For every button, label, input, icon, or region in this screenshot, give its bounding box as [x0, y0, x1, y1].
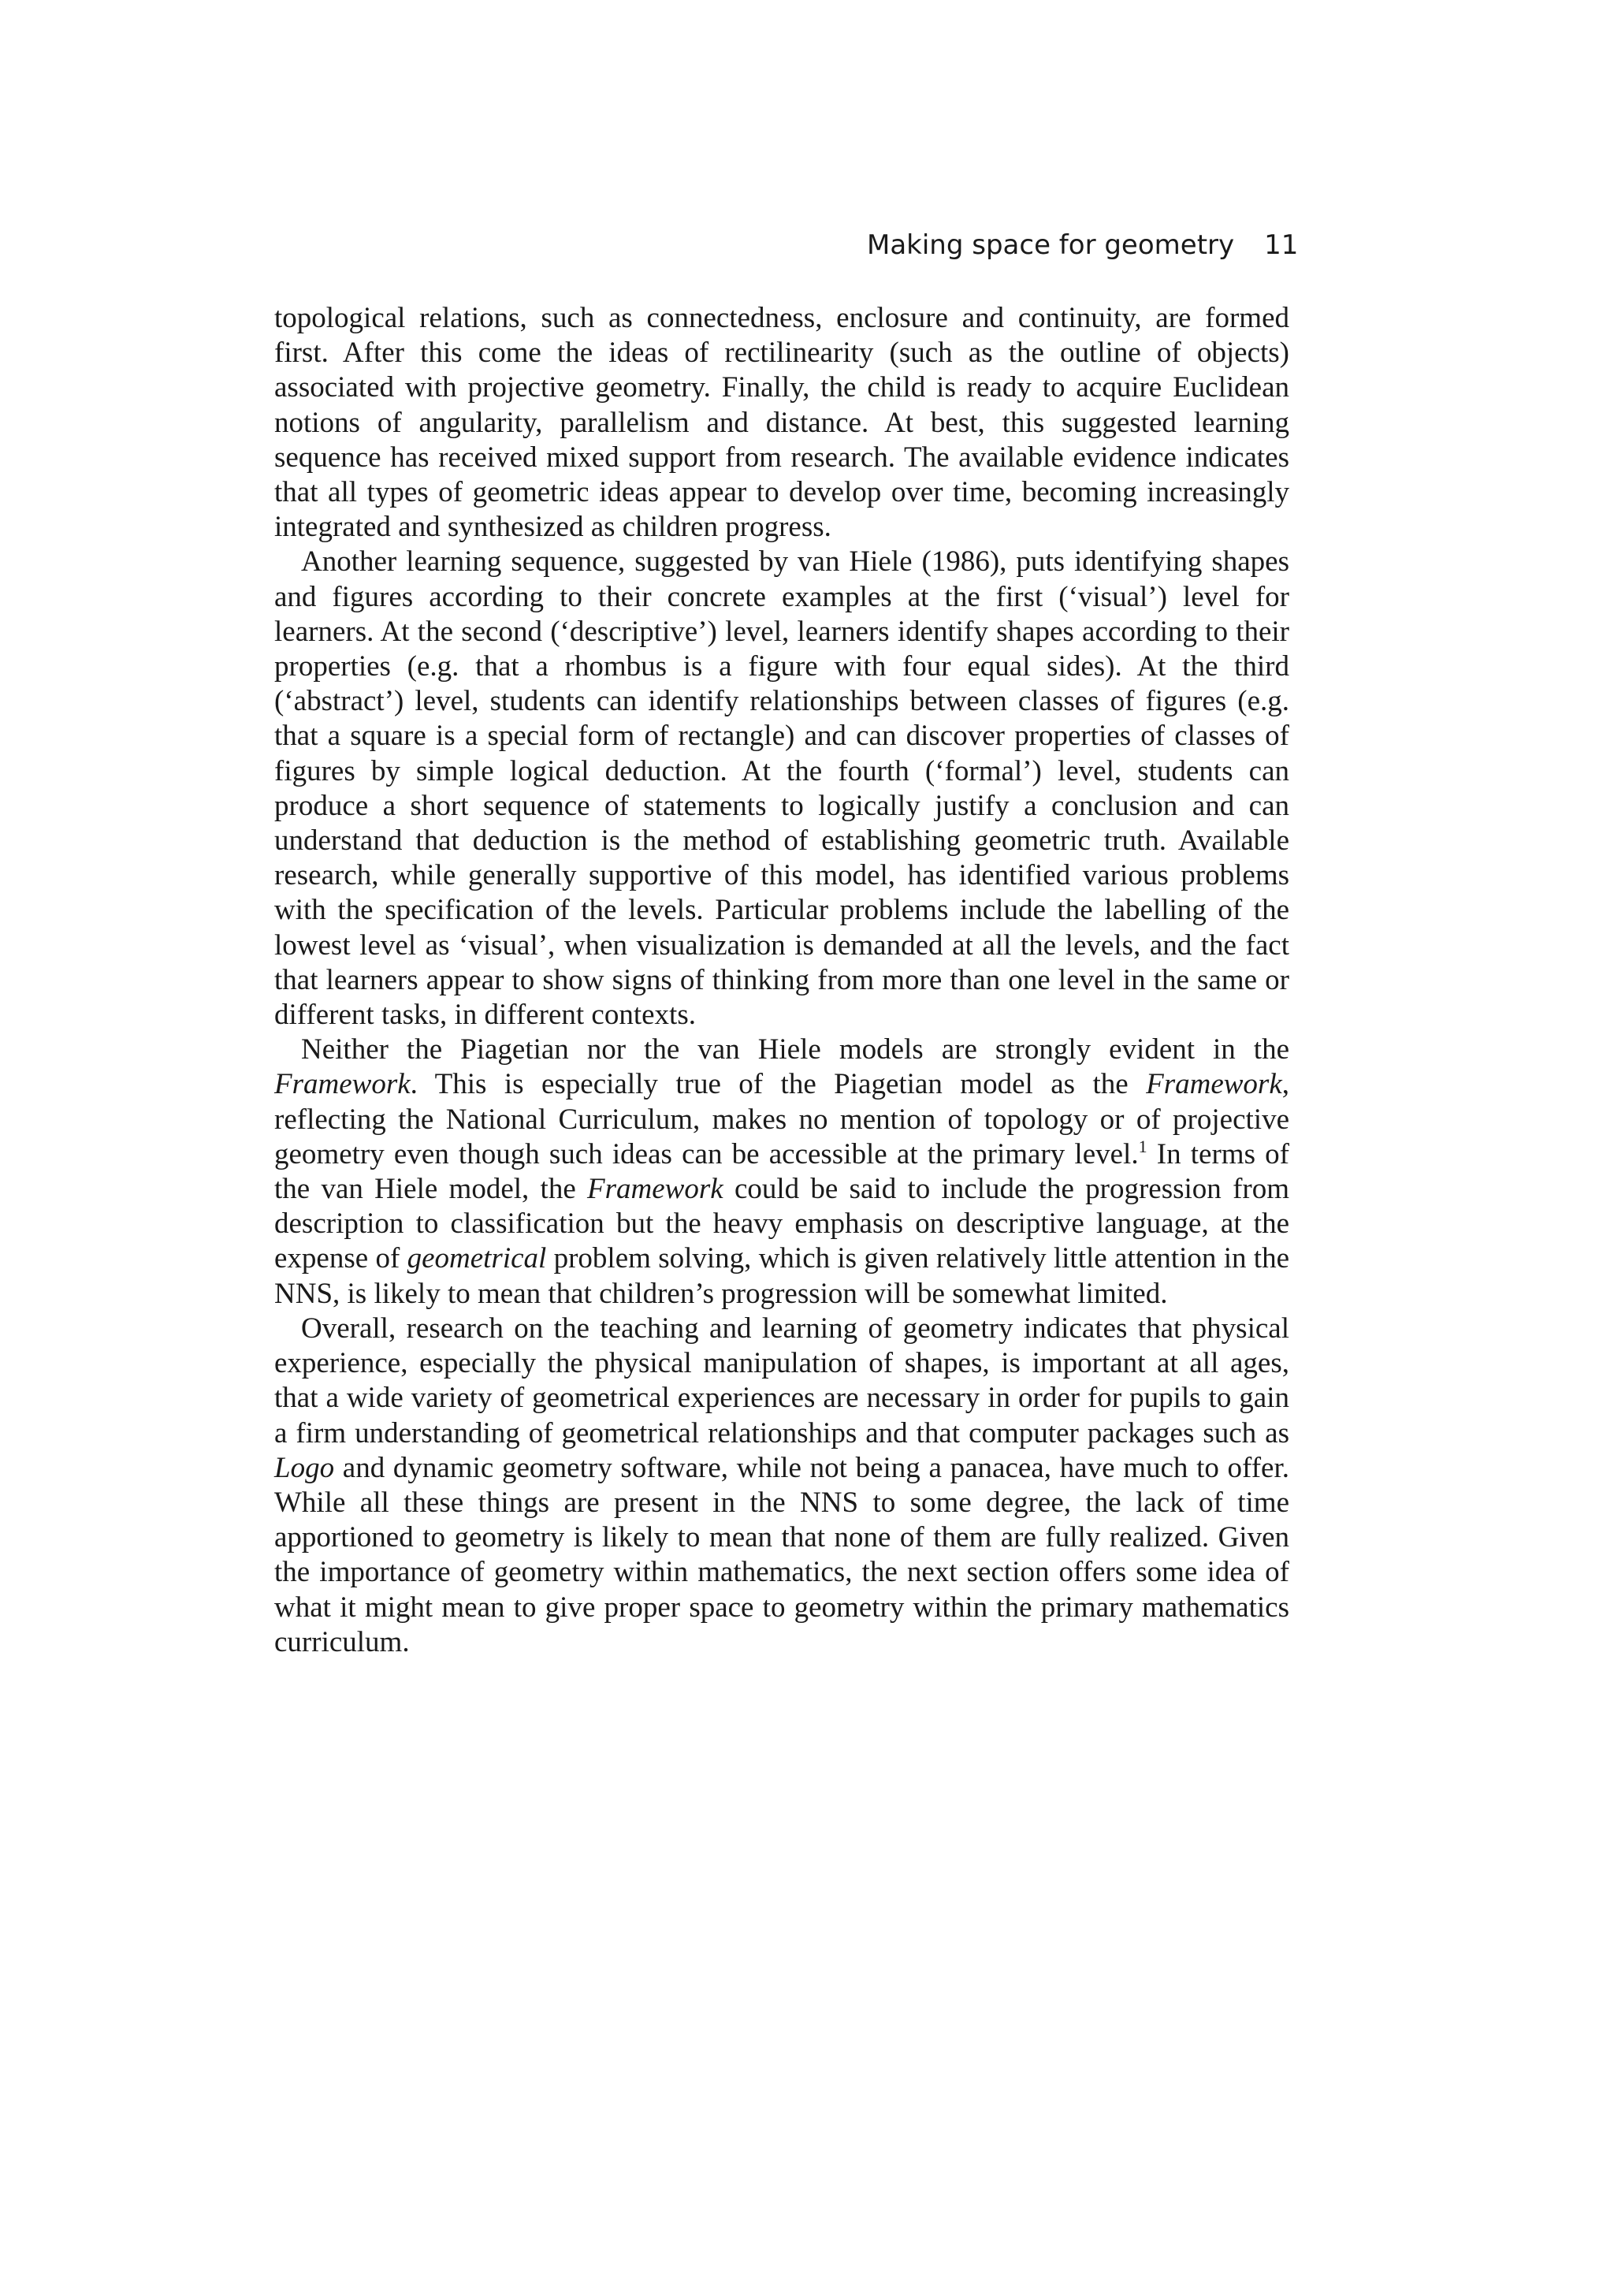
paragraph-4-text: Overall, research on the teaching and learning of geometry indicates that physical experience, especially the physical manipulation of shapes, is important at all ages, that a wide variety of geometrical experiences are necessary in order for pupils to gain a firm understanding of geometrical relationships and that computer packages such as — [274, 1312, 1289, 1449]
paragraph-4 — [274, 1312, 1289, 1660]
italic-geometrical: geometrical — [407, 1242, 547, 1275]
paragraph-2: Another learning sequence, suggested by van Hiele (1986), puts identifying shapes and figures according to their concrete examples at the first (‘visual’) level for learners. At the second (‘descriptive’) level, learners identify shapes according to their properties (e.g. that a rhombus is a figure with four equal sides). At the third (‘abstract’) level, students can identify relationships between classes of figures (e.g. that a square is a special form of rectangle) and can discover properties of classes of figures by simple logical deduction. At the fourth (‘formal’) level, students can produce a short sequence of statements to logically justify a conclusion and can understand that deduction is the method of establishing geometric truth. Available research, while generally supportive of this model, has identified various problems with the specification of the levels. Particular problems include the labelling of the lowest level as ‘visual’, when visualization is demanded at all the levels, and the fact that learners appear to show signs of thinking from more than one level in the same or different tasks, in different contexts. — [274, 545, 1289, 1032]
running-head-title: Making space for geometry — [867, 229, 1235, 261]
footnote-reference: 1 — [1138, 1136, 1147, 1156]
italic-framework: Framework — [1146, 1068, 1282, 1101]
paragraph-3-text: could be said to include the progression from description to classification but the heavy emphasis on descriptive language, at the expense of — [274, 1173, 1289, 1275]
paragraph-3-text: problem solving, which is given relatively little attention in the NNS, is likely to mean that children’s progression will be somewhat limited. — [274, 1242, 1289, 1310]
paragraph-3-text: In terms of the van Hiele model, the — [274, 1137, 1289, 1206]
italic-framework: Framework — [587, 1173, 723, 1206]
running-head — [867, 225, 1299, 265]
italic-framework: Framework — [274, 1068, 411, 1101]
paragraph-1: topological relations, such as connectedness, enclosure and continuity, are formed first. After this come the ideas of rectilinearity (such as the outline of objects) associated with projective geometry. Finally, the child is ready to acquire Euclidean notions of angularity, parallelism and distance. At best, this suggested learning sequence has received mixed support from research. The available evidence indicates that all types of geometric ideas appear to develop over time, becoming increasingly integrated and synthesized as children progress. — [274, 302, 1289, 544]
body-text — [274, 301, 1289, 1660]
paragraph-4-text: and dynamic geometry software, while not being a panacea, have much to offer. While all these things are present in the NNS to some degree, the lack of time apportioned to geometry is likely to mean that none of them are fully realized. Given the importance of geometry within mathematics, the next section offers some idea of what it might mean to give proper space to geometry within the primary mathematics curriculum. — [274, 1451, 1289, 1658]
paragraph-3-text: . This is especially true of the Piagetian model as the — [410, 1068, 1147, 1101]
paragraph-3-text: , reflecting the National Curriculum, makes no mention of topology or of projective geometry even though such ideas can be accessible at the primary level. — [274, 1068, 1289, 1170]
paragraph-3 — [274, 1033, 1289, 1312]
paragraph-3-text: Neither the Piagetian nor the van Hiele models are strongly evident in the — [301, 1033, 1289, 1066]
italic-logo: Logo — [274, 1451, 335, 1484]
page-number: 11 — [1264, 229, 1299, 261]
